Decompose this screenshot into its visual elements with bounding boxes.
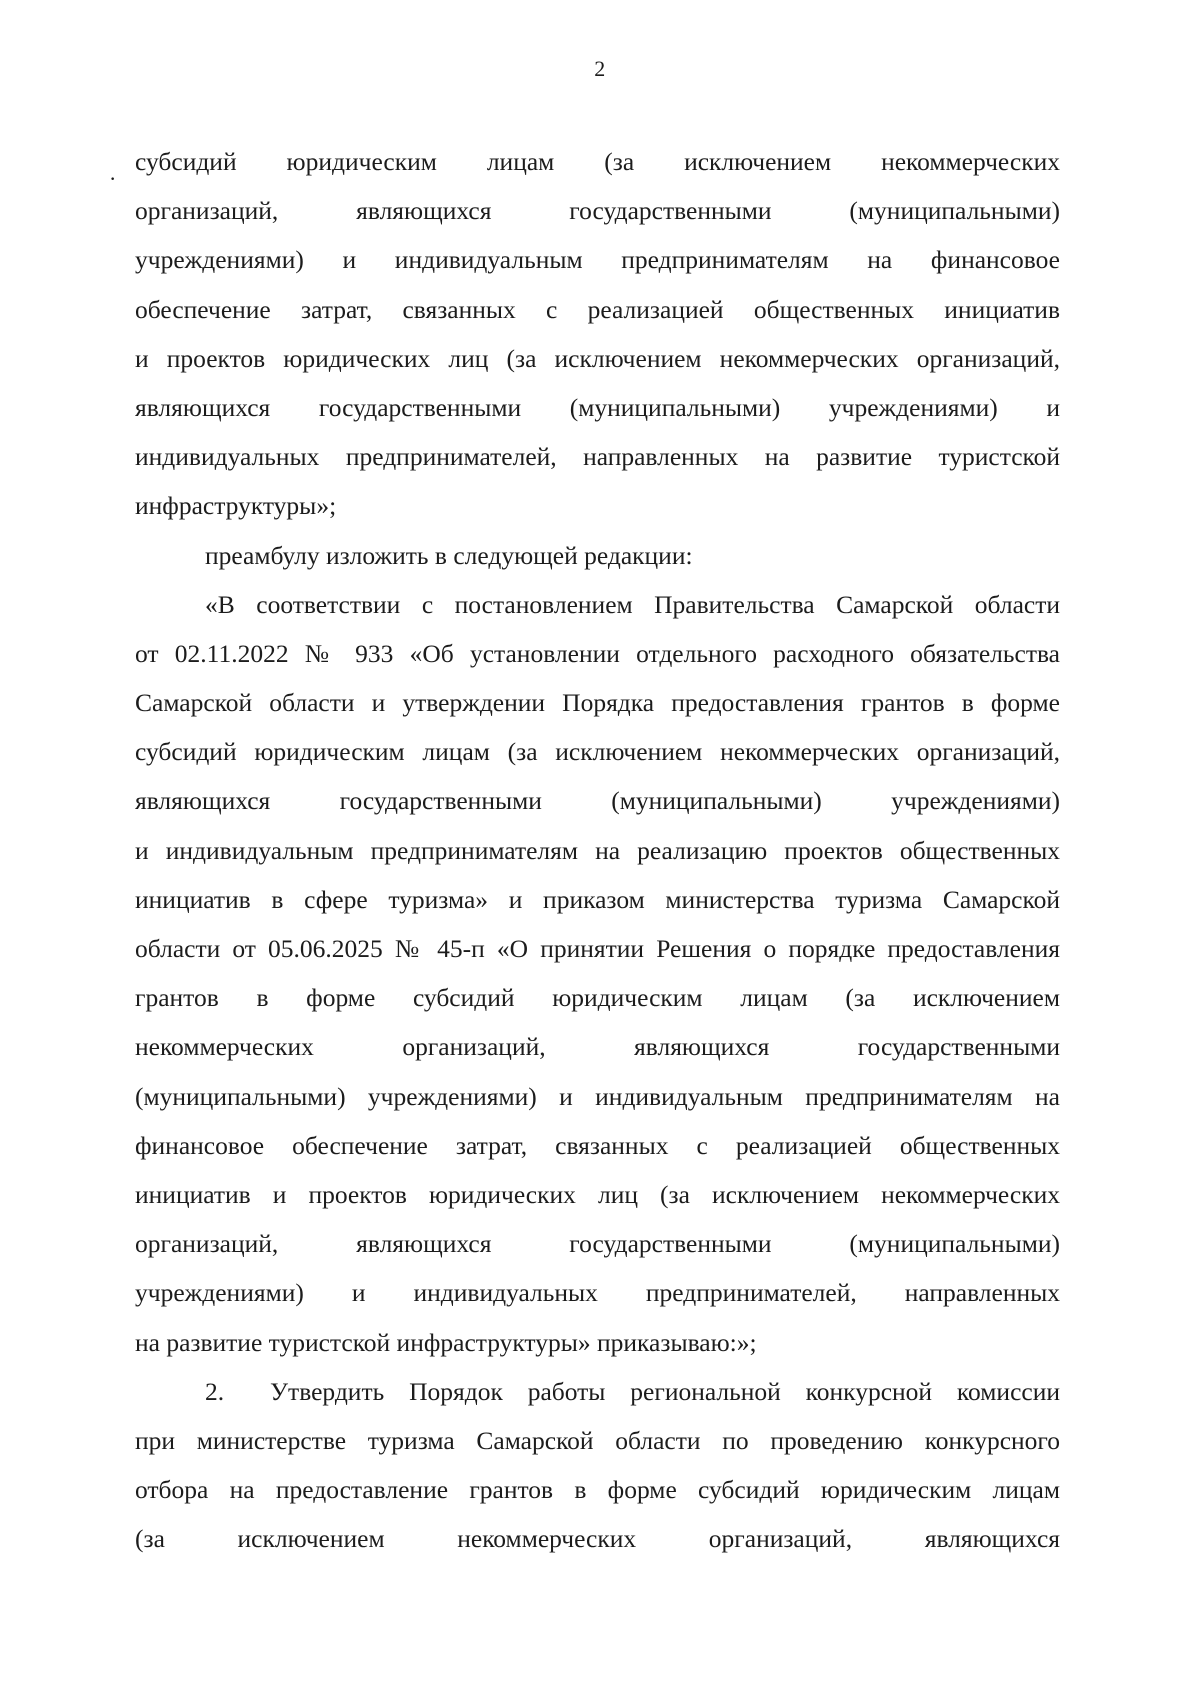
text-line: и проектов юридических лиц (за исключением некоммерческих организаций,	[135, 343, 1060, 373]
text-line: индивидуальных предпринимателей, направленных на развитие туристской	[135, 442, 1060, 472]
item-number: 2.	[205, 1376, 225, 1406]
text-line: и индивидуальным предпринимателям на реализацию проектов общественных	[135, 835, 1060, 865]
text-line: от 02.11.2022 № 933 «Об установлении отдельного расходного обязательства	[135, 638, 1060, 668]
text-line: (муниципальными) учреждениями) и индивидуальным предпринимателям на	[135, 1081, 1060, 1111]
text-line: Утвердить Порядок работы региональной конкурсной комиссии	[270, 1376, 1060, 1406]
paragraph-continuation	[135, 137, 1060, 531]
text-line: являющихся государственными (муниципальными) учреждениями) и	[135, 392, 1060, 422]
paragraph-preamble-text	[135, 580, 1060, 1367]
text-line: отбора на предоставление грантов в форме субсидий юридическим лицам	[135, 1475, 1060, 1505]
margin-mark: ·	[109, 166, 117, 191]
numbered-first-line	[135, 1367, 1060, 1416]
text-line: инициатив в сфере туризма» и приказом министерства туризма Самарской	[135, 884, 1060, 914]
text-line: при министерстве туризма Самарской области по проведению конкурсного	[135, 1425, 1060, 1455]
text-line: субсидий юридическим лицам (за исключением некоммерческих	[135, 147, 1060, 176]
text-line: грантов в форме субсидий юридическим лицам (за исключением	[135, 983, 1060, 1013]
text-line: финансовое обеспечение затрат, связанных с реализацией общественных	[135, 1130, 1060, 1160]
text-line: инфраструктуры»;	[135, 491, 337, 521]
text-line: (за исключением некоммерческих организаций, являющихся	[135, 1524, 1060, 1554]
text-line: области от 05.06.2025 № 45-п «О принятии Решения о порядке предоставления	[135, 934, 1060, 963]
text-line: организаций, являющихся государственными (муниципальными)	[135, 1229, 1060, 1259]
text-line: учреждениями) и индивидуальных предпринимателей, направленных	[135, 1278, 1060, 1308]
text-line: некоммерческих организаций, являющихся государственными	[135, 1032, 1060, 1062]
text-line: инициатив и проектов юридических лиц (за исключением некоммерческих	[135, 1179, 1060, 1209]
text-line: субсидий юридическим лицам (за исключением некоммерческих организаций,	[135, 737, 1060, 767]
text-line: организаций, являющихся государственными (муниципальными)	[135, 196, 1060, 226]
text-line: на развитие туристской инфраструктуры» приказываю:»;	[135, 1327, 757, 1357]
text-line: Самарской области и утверждении Порядка предоставления грантов в форме	[135, 688, 1060, 718]
paragraph-preamble-instruction	[135, 531, 1060, 580]
text-line: учреждениями) и индивидуальным предпринимателям на финансовое	[135, 245, 1060, 275]
document-body	[135, 137, 1060, 1563]
numbered-item-2	[135, 1367, 1060, 1564]
text-line: являющихся государственными (муниципальными) учреждениями)	[135, 786, 1060, 816]
text-line: обеспечение затрат, связанных с реализацией общественных инициатив	[135, 294, 1060, 324]
page-number: 2	[594, 56, 606, 81]
text-line: преамбулу изложить в следующей редакции:	[205, 540, 693, 570]
text-line: «В соответствии с постановлением Правительства Самарской области	[205, 589, 1060, 619]
